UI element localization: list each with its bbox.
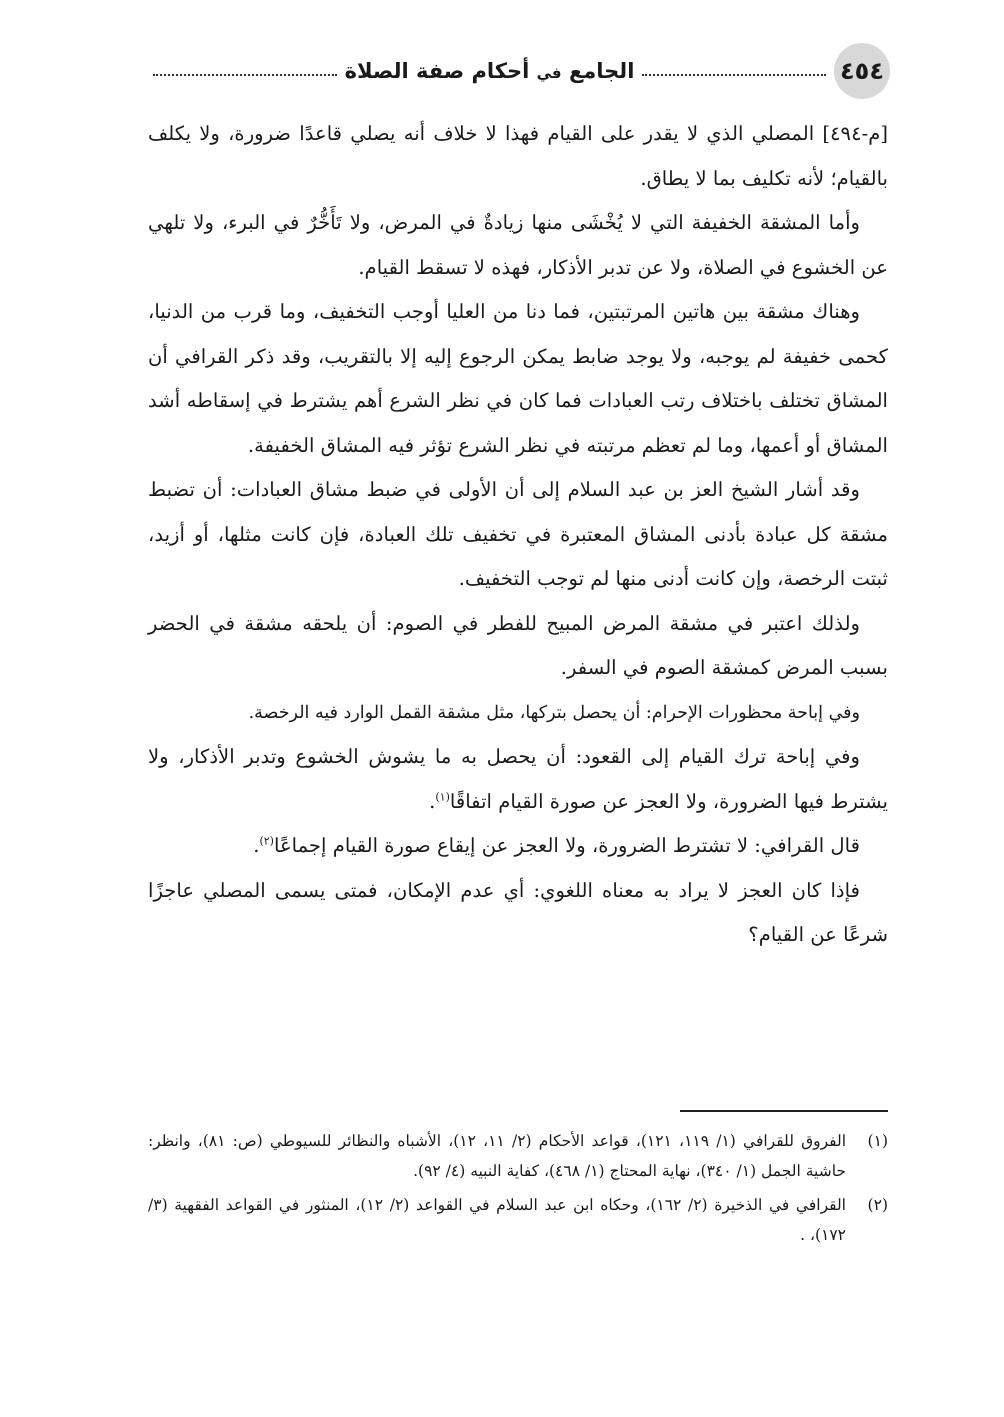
footnote-2-number: (٢) <box>867 1196 888 1214</box>
main-text <box>148 112 888 958</box>
paragraph-8 <box>148 824 888 869</box>
footnote-1-text: الفروق للقرافي (١/ ١١٩، ١٢١)، قواعد الأحكام (٢/ ١١، ١٢)، الأشباه والنظائر للسيوطي (ص: ٨١)، وانظر: حاشية الجمل (١/ ٣٤٠)، نهاية المحتاج (١/ ٤٦٨)، كفاية النبيه (٤/ ٩٢). <box>148 1132 847 1180</box>
footnote-ref-2[interactable]: (٢) <box>259 834 274 848</box>
paragraph-5: ولذلك اعتبر في مشقة المرض المبيح للفطر في الصوم: أن يلحقه مشقة في الحضر بسبب المرض كمشقة الصوم في السفر. <box>148 611 888 679</box>
running-title <box>345 59 635 83</box>
paragraph-3: وهناك مشقة بين هاتين المرتبتين، فما دنا من العليا أوجب التخفيف، وما قرب من الدنيا، كحمى خفيفة لم يوجبه، ولا يوجد ضابط يمكن الرجوع إليه إلا بالتقريب، وقد ذكر القرافي أن المشاق تختلف باختلاف رتب العبادات فما كان في نظر الشرع أهم يشترط في إسقاطه أشد المشاق أو أعمها، وما لم تعظم مرتبته في نظر الشرع تؤثر فيه المشاق الخفيفة. <box>148 300 888 457</box>
paragraph-7 <box>148 735 888 824</box>
title-part1: الجامع <box>568 59 635 83</box>
footnotes <box>148 1126 888 1254</box>
footnote-2 <box>148 1190 888 1250</box>
footnote-1-number: (١) <box>867 1132 888 1150</box>
paragraph-4: وقد أشار الشيخ العز بن عبد السلام إلى أن الأولى في ضبط مشاق العبادات: أن تضبط مشقة كل عبادة بأدنى المشاق المعتبرة في تخفيف تلك العبادة، فإن كانت مثلها، أو أزيد، ثبتت الرخصة، وإن كانت أدنى منها لم توجب التخفيف. <box>148 478 888 590</box>
paragraph-1: [م-٤٩٤] المصلي الذي لا يقدر على القيام فهذا لا خلاف أنه يصلي قاعدًا ضرورة، ولا يكلف بالقيام؛ لأنه تكليف بما لا يطاق. <box>148 122 888 190</box>
footnote-2-text: القرافي في الذخيرة (٢/ ١٦٢)، وحكاه ابن عبد السلام في القواعد (٢/ ١٢)، المنثور في القواعد الفقهية (٣/ ١٧٢)، . <box>148 1196 846 1244</box>
title-part2: أحكام صفة الصلاة <box>344 59 530 83</box>
paragraph-8-text: قال القرافي: لا تشترط الضرورة، ولا العجز عن إيقاع صورة القيام إجماعًا <box>273 834 860 857</box>
paragraph-9: فإذا كان العجز لا يراد به معناه اللغوي: أي عدم الإمكان، فمتى يسمى المصلي عاجزًا شرعًا عن القيام؟ <box>148 878 888 946</box>
paragraph-7-end: . <box>429 789 436 813</box>
paragraph-2: وأما المشقة الخفيفة التي لا يُخْشَى منها زيادةٌ في المرض، ولا تَأَخُّرٌ في البرء، ولا تلهي عن الخشوع في الصلاة، ولا عن تدبر الأذكار، فهذه لا تسقط القيام. <box>148 211 888 279</box>
paragraph-7-text: وفي إباحة ترك القيام إلى القعود: أن يحصل به ما يشوش الخشوع وتدبر الأذكار، ولا يشترط فيها الضرورة، ولا العجز عن صورة القيام اتفاقًا <box>148 745 888 813</box>
footnote-divider <box>680 1110 888 1112</box>
paragraph-8-end: . <box>253 834 260 857</box>
page-number: ٤٥٤ <box>834 43 890 99</box>
footnote-ref-1[interactable]: (١) <box>435 789 450 803</box>
footnote-1 <box>148 1126 888 1186</box>
header-dots-right <box>642 74 826 76</box>
paragraph-6: وفي إباحة محظورات الإحرام: أن يحصل بتركها، مثل مشقة القمل الوارد فيه الرخصة. <box>248 702 860 723</box>
running-header <box>145 42 890 100</box>
header-dots-left <box>153 74 337 76</box>
title-small: في <box>536 64 562 82</box>
